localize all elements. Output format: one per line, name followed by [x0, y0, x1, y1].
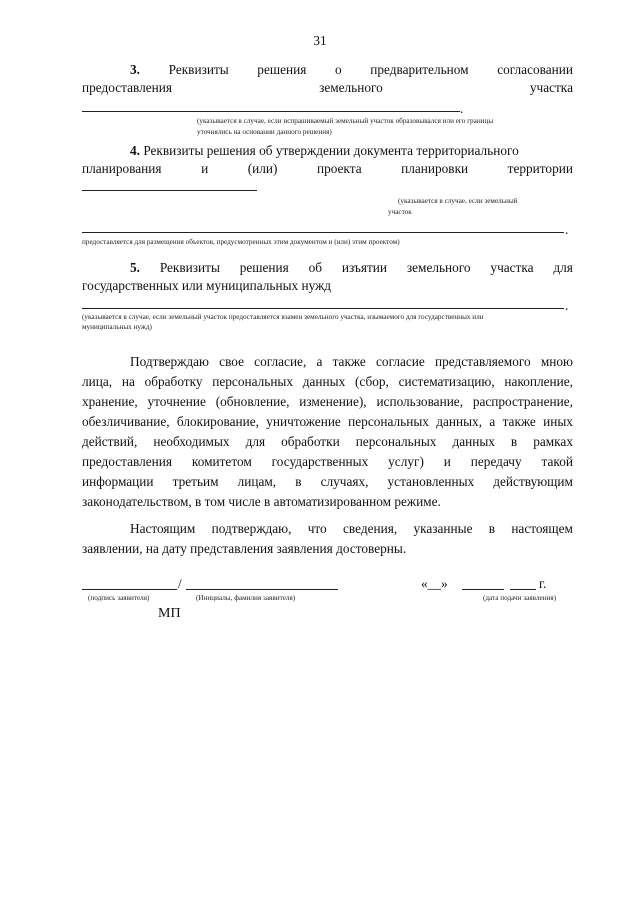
word: данных: [302, 374, 346, 389]
word: что: [307, 521, 327, 536]
section3-trailing-dot: .: [460, 101, 464, 116]
word: о: [334, 62, 342, 77]
word: планировки: [401, 161, 469, 176]
word: Реквизиты: [168, 62, 229, 77]
section5-fill-line: [82, 308, 564, 309]
consent-last-line: законодательством, в том числе в автоматизированном режиме.: [82, 494, 441, 509]
word: и: [201, 161, 209, 176]
word: установленных: [387, 474, 475, 489]
word: предоставления: [82, 80, 173, 95]
word: согласие: [376, 354, 425, 369]
word: систематизацию,: [398, 374, 495, 389]
word: также: [502, 414, 536, 429]
word: изъятии: [341, 260, 388, 275]
stamp-mark: МП: [158, 606, 181, 621]
word: использование,: [376, 394, 464, 409]
label-signature: (подпись заявителя): [88, 594, 150, 602]
word: уничтожение: [266, 414, 341, 429]
word: об: [308, 260, 323, 275]
word: (сбор,: [354, 374, 389, 389]
word: проекта: [316, 161, 362, 176]
word: передачу: [470, 454, 522, 469]
word: Реквизиты: [159, 260, 220, 275]
word: для: [553, 260, 573, 275]
section5-line1: [130, 259, 573, 276]
section4-number: 4.: [130, 143, 140, 158]
section4-fill-line: [82, 232, 564, 233]
section4-line1: [130, 142, 519, 159]
word: и: [443, 454, 451, 469]
word: мною: [540, 354, 573, 369]
word: лицам,: [237, 474, 277, 489]
section4-line2: [82, 160, 573, 177]
section3-note-line2: уточнялись на основании данного решения): [197, 128, 332, 136]
word: Настоящим: [130, 521, 196, 536]
word: обработку: [144, 374, 203, 389]
consent-paragraph: [82, 352, 573, 512]
section4-note-bottom: предоставляется для размещения объектов, предусмотренных этим документом и (или) этим проектом): [82, 238, 400, 246]
consent-line: [82, 432, 573, 452]
word: участка: [490, 260, 534, 275]
word: представляемого: [435, 354, 531, 369]
section5-note-line2: муниципальных нужд): [82, 323, 152, 331]
word: лица,: [82, 374, 113, 389]
section3-note-line1: (указывается в случае, если испрашиваемый земельный участок образовывался или его границы: [197, 117, 494, 125]
word: земельного: [319, 80, 383, 95]
word: третьим: [172, 474, 219, 489]
word: государственных: [271, 454, 369, 469]
section3-number: 3.: [130, 62, 140, 77]
word: действий,: [82, 434, 138, 449]
word: данных,: [436, 414, 483, 429]
word: решения: [239, 260, 289, 275]
word: а: [316, 354, 323, 369]
label-name: (Инициалы, фамилия заявителя): [196, 594, 296, 602]
word: блокирование,: [176, 414, 259, 429]
signature-line: [82, 589, 177, 590]
word: изменение),: [299, 394, 367, 409]
word: планирования: [82, 161, 162, 176]
word: комитетом: [191, 454, 252, 469]
section4-note-right-line2: участок: [388, 208, 412, 216]
word: действующим: [493, 474, 573, 489]
word: распространение,: [472, 394, 573, 409]
word: уточнение: [147, 394, 206, 409]
section5-line2: государственных или муниципальных нужд: [82, 278, 332, 293]
word: персональных: [212, 374, 294, 389]
word: случаях,: [320, 474, 369, 489]
consent-line: [82, 412, 573, 432]
section4-trailing-dot: .: [565, 222, 569, 237]
word: такой: [541, 454, 573, 469]
word: а: [489, 414, 496, 429]
word: на: [121, 374, 135, 389]
date-open-quotes: «__»: [421, 576, 448, 591]
section4-note-right-line1: (указывается в случае, если земельный: [398, 197, 518, 205]
word: территории: [507, 161, 573, 176]
word: хранение,: [82, 394, 138, 409]
word: также: [332, 354, 366, 369]
word: предварительном: [370, 62, 469, 77]
word: сведения,: [342, 521, 398, 536]
section3-line2: [82, 79, 573, 96]
section3-fill-line: [82, 111, 460, 112]
section4-line1-text: Реквизиты решения об утверждении документа территориального: [143, 143, 519, 158]
section5-number: 5.: [130, 260, 140, 275]
date-year-suffix: г.: [539, 576, 547, 591]
word: в: [295, 474, 302, 489]
word: иных: [543, 414, 573, 429]
label-date: (дата подачи заявления): [483, 594, 557, 602]
word: персональных: [348, 414, 429, 429]
word: в: [488, 521, 496, 536]
word: свое: [219, 354, 244, 369]
word: согласие,: [254, 354, 307, 369]
consent-line: [82, 452, 573, 472]
word: данных: [452, 434, 495, 449]
word: информации: [82, 474, 154, 489]
section5-trailing-dot: .: [565, 298, 569, 313]
date-year-line: [510, 589, 536, 590]
signature-slash: /: [178, 576, 182, 591]
word: рамках: [533, 434, 573, 449]
confirm-line: [130, 519, 573, 539]
word: согласовании: [497, 62, 573, 77]
page-number: 31: [313, 33, 327, 48]
word: (или): [247, 161, 278, 176]
word: обезличивание,: [82, 414, 170, 429]
word: подтверждаю,: [211, 521, 292, 536]
word: услуг): [388, 454, 424, 469]
word: обработки: [281, 434, 340, 449]
name-line: [186, 589, 338, 590]
word: решения: [257, 62, 307, 77]
word: участка: [529, 80, 573, 95]
word: указанные: [413, 521, 473, 536]
word: (обновление,: [215, 394, 290, 409]
section5-note-line1: (указывается в случае, если земельный участок предоставляется взамен земельного участка, изымаемого для государственных или: [82, 313, 484, 321]
confirm-paragraph: [82, 519, 573, 559]
word: персональных: [355, 434, 437, 449]
word: настоящем: [511, 521, 573, 536]
word: для: [245, 434, 266, 449]
section4-fill-line-short: [82, 190, 257, 191]
consent-line: [82, 392, 573, 412]
word: в: [510, 434, 518, 449]
confirm-last-line: заявлении, на дату представления заявления достоверны.: [82, 541, 407, 556]
word: земельного: [406, 260, 471, 275]
consent-line: [82, 372, 573, 392]
word: предоставления: [82, 454, 173, 469]
consent-line: [82, 472, 573, 492]
consent-line: [130, 352, 573, 372]
word: Подтверждаю: [130, 354, 209, 369]
date-month-line: [462, 589, 504, 590]
word: необходимых: [153, 434, 230, 449]
section3-line1: [130, 61, 573, 78]
word: накопление,: [504, 374, 573, 389]
